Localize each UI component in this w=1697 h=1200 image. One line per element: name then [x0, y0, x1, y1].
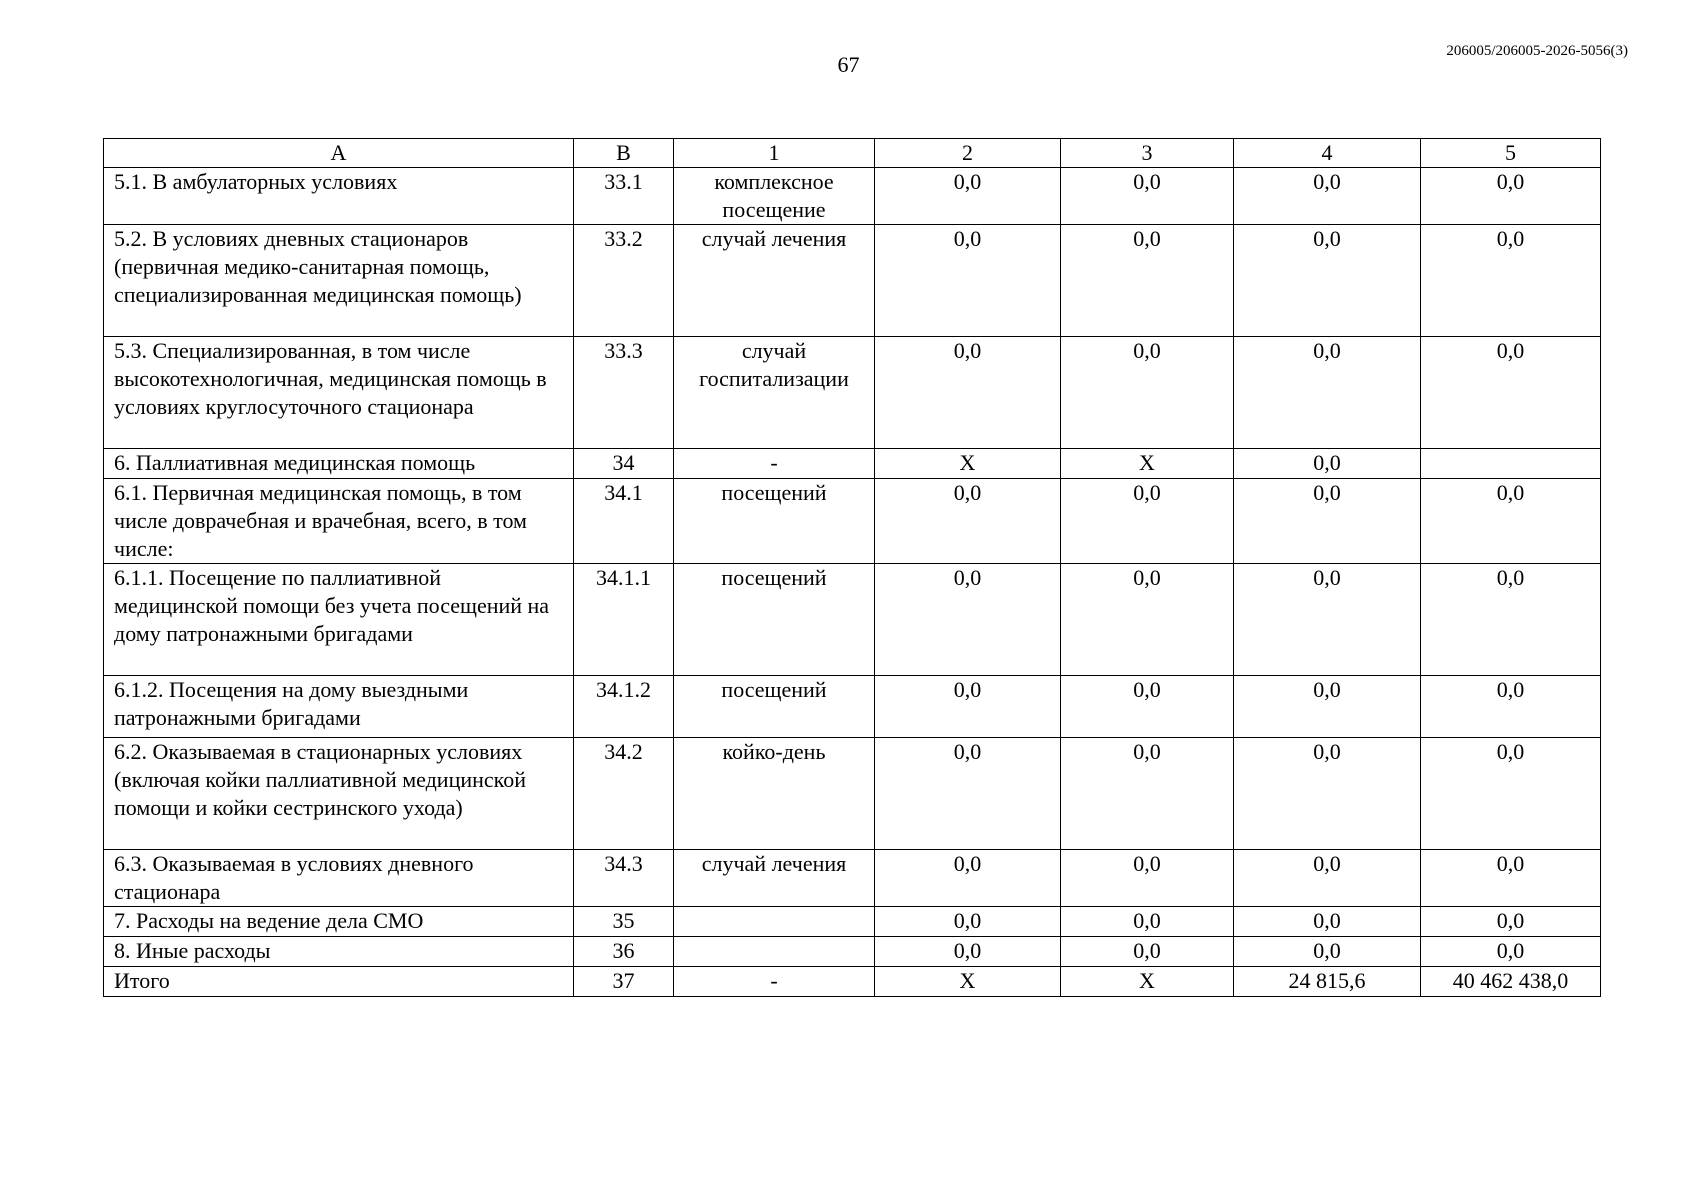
row-value-5: 0,0 [1421, 479, 1601, 564]
row-value-5: 0,0 [1421, 225, 1601, 337]
row-name: 6.2. Оказываемая в стационарных условиях (включая койки паллиативной медицинской помощи и койки сестринского ухода) [104, 738, 574, 850]
column-header-4: 4 [1234, 139, 1421, 168]
row-value-3: 0,0 [1061, 738, 1234, 850]
row-value-5: 0,0 [1421, 564, 1601, 676]
row-name: 5.1. В амбулаторных условиях [104, 168, 574, 225]
row-value-3: 0,0 [1061, 337, 1234, 449]
row-value-4: 0,0 [1234, 337, 1421, 449]
row-code: 34.1.2 [574, 676, 674, 738]
column-header-1: 1 [674, 139, 875, 168]
row-value-3: 0,0 [1061, 907, 1234, 937]
row-value-4: 0,0 [1234, 449, 1421, 479]
row-code: 33.1 [574, 168, 674, 225]
table-row [104, 850, 1601, 907]
row-name: 6. Паллиативная медицинская помощь [104, 449, 574, 479]
row-name: 6.1.2. Посещения на дому выездными патронажными бригадами [104, 676, 574, 738]
row-value-5: 0,0 [1421, 168, 1601, 225]
row-value-3: 0,0 [1061, 850, 1234, 907]
row-name: 8. Иные расходы [104, 937, 574, 967]
row-name: 6.1.1. Посещение по паллиативной медицинской помощи без учета посещений на дому патронажными бригадами [104, 564, 574, 676]
row-value-4: 0,0 [1234, 738, 1421, 850]
column-header-2: 2 [875, 139, 1061, 168]
document-id: 206005/206005-2026-5056(3) [1446, 43, 1628, 59]
row-value-2: 0,0 [875, 738, 1061, 850]
column-header-3: 3 [1061, 139, 1234, 168]
row-unit: - [674, 449, 875, 479]
table-header-row [104, 139, 1601, 168]
table-row [104, 676, 1601, 738]
table-row [104, 738, 1601, 850]
table-row [104, 337, 1601, 449]
row-value-4: 0,0 [1234, 937, 1421, 967]
row-code: 33.2 [574, 225, 674, 337]
table-row [104, 168, 1601, 225]
row-code: 35 [574, 907, 674, 937]
row-value-3: 0,0 [1061, 564, 1234, 676]
row-unit: случай лечения [674, 850, 875, 907]
row-name: 5.3. Специализированная, в том числе высокотехнологичная, медицинская помощь в условиях круглосуточного стационара [104, 337, 574, 449]
row-value-5: 0,0 [1421, 337, 1601, 449]
table-row [104, 479, 1601, 564]
row-value-4: 0,0 [1234, 907, 1421, 937]
table-row [104, 564, 1601, 676]
row-value-2: 0,0 [875, 337, 1061, 449]
row-value-2: 0,0 [875, 479, 1061, 564]
row-name: Итого [104, 967, 574, 997]
row-value-4: 24 815,6 [1234, 967, 1421, 997]
row-name: 6.3. Оказываемая в условиях дневного стационара [104, 850, 574, 907]
row-name: 6.1. Первичная медицинская помощь, в том числе доврачебная и врачебная, всего, в том числе: [104, 479, 574, 564]
row-value-5: 0,0 [1421, 937, 1601, 967]
table-row [104, 449, 1601, 479]
row-unit: посещений [674, 479, 875, 564]
row-value-2: 0,0 [875, 168, 1061, 225]
row-unit [674, 937, 875, 967]
row-unit: койко-день [674, 738, 875, 850]
row-value-3: 0,0 [1061, 479, 1234, 564]
row-value-2: X [875, 967, 1061, 997]
page-number: 67 [837, 52, 860, 77]
row-value-2: X [875, 449, 1061, 479]
row-value-3: 0,0 [1061, 937, 1234, 967]
row-code: 37 [574, 967, 674, 997]
row-value-2: 0,0 [875, 676, 1061, 738]
row-value-5: 0,0 [1421, 738, 1601, 850]
row-code: 34.1.1 [574, 564, 674, 676]
row-code: 34.1 [574, 479, 674, 564]
row-value-3: 0,0 [1061, 168, 1234, 225]
row-name: 7. Расходы на ведение дела СМО [104, 907, 574, 937]
column-header-5: 5 [1421, 139, 1601, 168]
row-value-2: 0,0 [875, 907, 1061, 937]
row-value-4: 0,0 [1234, 850, 1421, 907]
column-header-b: B [574, 139, 674, 168]
financial-table [103, 138, 1601, 997]
row-value-3: 0,0 [1061, 225, 1234, 337]
row-unit: случай лечения [674, 225, 875, 337]
row-code: 33.3 [574, 337, 674, 449]
row-value-5: 0,0 [1421, 907, 1601, 937]
row-value-4: 0,0 [1234, 479, 1421, 564]
row-value-5: 0,0 [1421, 850, 1601, 907]
row-unit: - [674, 967, 875, 997]
row-unit: комплексное посещение [674, 168, 875, 225]
row-name: 5.2. В условиях дневных стационаров (первичная медико-санитарная помощь, специализированная медицинская помощь) [104, 225, 574, 337]
row-value-4: 0,0 [1234, 676, 1421, 738]
row-code: 34 [574, 449, 674, 479]
row-unit [674, 907, 875, 937]
column-header-a: A [104, 139, 574, 168]
row-value-5 [1421, 449, 1601, 479]
row-value-3: X [1061, 449, 1234, 479]
row-value-2: 0,0 [875, 850, 1061, 907]
row-value-3: 0,0 [1061, 676, 1234, 738]
row-code: 34.3 [574, 850, 674, 907]
row-unit: случай госпитализации [674, 337, 875, 449]
table-row [104, 907, 1601, 937]
table-row [104, 225, 1601, 337]
row-value-5: 40 462 438,0 [1421, 967, 1601, 997]
row-unit: посещений [674, 676, 875, 738]
row-value-2: 0,0 [875, 225, 1061, 337]
row-value-2: 0,0 [875, 564, 1061, 676]
row-value-4: 0,0 [1234, 225, 1421, 337]
row-value-4: 0,0 [1234, 564, 1421, 676]
table-row-total [104, 967, 1601, 997]
row-unit: посещений [674, 564, 875, 676]
row-value-4: 0,0 [1234, 168, 1421, 225]
row-code: 36 [574, 937, 674, 967]
row-value-5: 0,0 [1421, 676, 1601, 738]
row-code: 34.2 [574, 738, 674, 850]
row-value-2: 0,0 [875, 937, 1061, 967]
table-row [104, 937, 1601, 967]
row-value-3: X [1061, 967, 1234, 997]
